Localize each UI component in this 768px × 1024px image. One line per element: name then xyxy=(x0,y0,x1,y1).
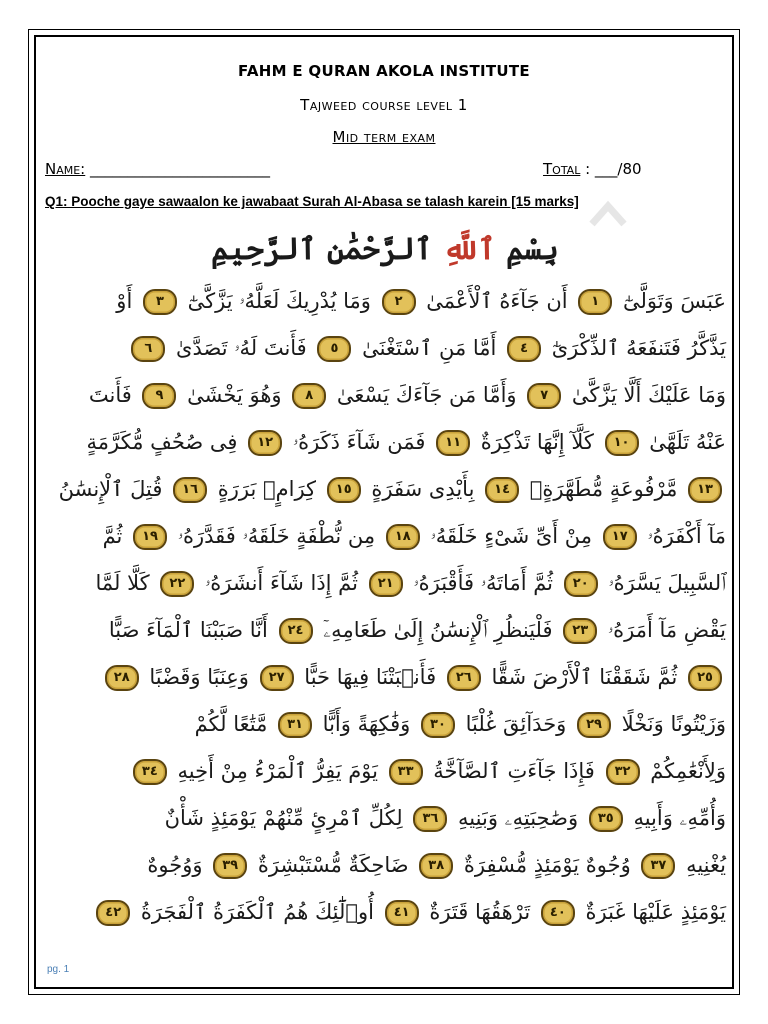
ayah-number-marker: ٣٠ xyxy=(421,712,455,738)
watermark-chevron-icon xyxy=(588,198,628,228)
ayah-number-marker: ٣٢ xyxy=(606,759,640,785)
verse-line xyxy=(40,889,730,936)
verse-text: كَلَّآ إِنَّهَا تَذْكِرَةٌ xyxy=(474,430,601,454)
verse-text: وَفَٰكِهَةً وَأَبًّا xyxy=(316,712,417,736)
ayah-number-marker: ٢٠ xyxy=(564,571,598,597)
verse-line xyxy=(40,325,730,372)
verse-text: وَمَا يُدْرِيكَ لَعَلَّهُۥ يَزَّكَّىٰٓ xyxy=(180,289,378,313)
verse-text: وَأَمَّا مَن جَآءَكَ يَسْعَىٰ xyxy=(330,383,524,407)
verse-text: بِأَيْدِى سَفَرَةٍ xyxy=(364,477,482,501)
ayah-number-marker: ٦ xyxy=(131,336,165,362)
ayah-number-marker: ٢٤ xyxy=(279,618,313,644)
institute-title: FAHM E QURAN AKOLA INSTITUTE xyxy=(238,62,530,80)
verse-text: وُجُوهٌ يَوْمَئِذٍ مُّسْفِرَةٌ xyxy=(457,853,638,877)
ayah-number-marker: ٩ xyxy=(142,383,176,409)
verse-text: أَن جَآءَهُ ٱلْأَعْمَىٰ xyxy=(419,289,575,313)
ayah-number-marker: ٥ xyxy=(317,336,351,362)
ayah-number-marker: ٧ xyxy=(527,383,561,409)
verse-text: عَنْهُ تَلَهَّىٰ xyxy=(642,430,726,454)
verse-text: فِى صُحُفٍ مُّكَرَّمَةٍ xyxy=(86,430,245,454)
verse-text: ثُمَّ إِذَا شَآءَ أَنشَرَهُۥ xyxy=(198,571,365,595)
bismillah-after: ٱلرَّحْمَٰنِ ٱلرَّحِيمِ xyxy=(211,232,443,267)
ayah-number-marker: ١٥ xyxy=(327,477,361,503)
ayah-number-marker: ١٧ xyxy=(603,524,637,550)
verse-text: قُتِلَ ٱلْإِنسَٰنُ xyxy=(58,477,170,501)
ayah-number-marker: ١٦ xyxy=(173,477,207,503)
verse-text: وَزَيْتُونًا وَنَخْلًا xyxy=(615,712,726,736)
verse-text: أَوْ xyxy=(116,289,139,313)
verse-text: وَهُوَ يَخْشَىٰ xyxy=(180,383,289,407)
ayah-number-marker: ١ xyxy=(578,289,612,315)
verse-text: فَلْيَنظُرِ ٱلْإِنسَٰنُ إِلَىٰ طَعَامِهِۦٓ xyxy=(316,618,560,642)
verse-text: يَوْمَ يَفِرُّ ٱلْمَرْءُ مِنْ أَخِيهِ xyxy=(170,759,385,783)
verse-text: يَذَّكَّرُ فَتَنفَعَهُ ٱلذِّكْرَىٰٓ xyxy=(545,336,726,360)
verse-line xyxy=(40,701,730,748)
ayah-number-marker: ٤٠ xyxy=(541,900,575,926)
verse-text: كِرَامٍۭ بَرَرَةٍ xyxy=(211,477,323,501)
verse-text: ثُمَّ أَمَاتَهُۥ فَأَقْبَرَهُۥ xyxy=(406,571,560,595)
ayah-number-marker: ١٩ xyxy=(133,524,167,550)
ayah-number-marker: ٢١ xyxy=(369,571,403,597)
verse-line xyxy=(40,278,730,325)
verse-text: فَإِذَا جَآءَتِ ٱلصَّآخَّةُ xyxy=(426,759,602,783)
verse-text: مَآ أَكْفَرَهُۥ xyxy=(640,524,726,548)
verse-text: لِكُلِّ ٱمْرِئٍ مِّنْهُمْ يَوْمَئِذٍ شَأْنٌ xyxy=(164,806,410,830)
verse-text: وَوُجُوهٌ xyxy=(147,853,210,877)
verse-text: يُغْنِيهِ xyxy=(679,853,726,877)
name-blank: ________________________ xyxy=(85,160,271,178)
verse-text: مَّرْفُوعَةٍ مُّطَهَّرَةٍۭ xyxy=(523,477,684,501)
ayah-number-marker: ١٢ xyxy=(248,430,282,456)
verse-text: مِن نُّطْفَةٍ خَلَقَهُۥ فَقَدَّرَهُۥ xyxy=(171,524,382,548)
verse-line xyxy=(40,607,730,654)
ayah-number-marker: ٢ xyxy=(382,289,416,315)
ayah-number-marker: ٢٥ xyxy=(688,665,722,691)
verse-text: ثُمَّ xyxy=(102,524,130,548)
ayah-number-marker: ١٨ xyxy=(386,524,420,550)
ayah-number-marker: ٣٥ xyxy=(589,806,623,832)
verse-text: وَمَا عَلَيْكَ أَلَّا يَزَّكَّىٰ xyxy=(565,383,726,407)
ayah-number-marker: ٣١ xyxy=(278,712,312,738)
ayah-number-marker: ٣٧ xyxy=(641,853,675,879)
course-subtitle: Tajweed course level 1 xyxy=(300,96,468,114)
ayah-number-marker: ٤٢ xyxy=(96,900,130,926)
verse-line xyxy=(40,842,730,889)
ayah-number-marker: ٢٣ xyxy=(563,618,597,644)
verse-text: فَأَنۢبَتْنَا فِيهَا حَبًّا xyxy=(297,665,443,689)
verse-line xyxy=(40,513,730,560)
verse-text: فَأَنتَ xyxy=(88,383,139,407)
name-field xyxy=(45,160,270,178)
verse-text: ٱلسَّبِيلَ يَسَّرَهُۥ xyxy=(601,571,726,595)
ayah-number-marker: ٤١ xyxy=(385,900,419,926)
bismillah-allah: ٱللَّهِ xyxy=(442,232,496,267)
verse-text: أَمَّا مَنِ ٱسْتَغْنَىٰ xyxy=(355,336,504,360)
verse-text: ضَاحِكَةٌ مُّسْتَبْشِرَةٌ xyxy=(251,853,416,877)
verse-text: أُو۟لَٰٓئِكَ هُمُ ٱلْكَفَرَةُ ٱلْفَجَرَةُ xyxy=(134,900,381,924)
ayah-number-marker: ٣ xyxy=(143,289,177,315)
ayah-number-marker: ٤ xyxy=(507,336,541,362)
verse-text: عَبَسَ وَتَوَلَّىٰٓ xyxy=(616,289,726,313)
ayah-number-marker: ٣٩ xyxy=(213,853,247,879)
ayah-number-marker: ٢٦ xyxy=(447,665,481,691)
verse-line xyxy=(40,466,730,513)
ayah-number-marker: ١٤ xyxy=(485,477,519,503)
bismillah-before: بِسْمِ xyxy=(495,232,559,267)
verse-text: وَحَدَآئِقَ غُلْبًا xyxy=(458,712,574,736)
ayah-number-marker: ٢٧ xyxy=(260,665,294,691)
ayah-number-marker: ٣٨ xyxy=(419,853,453,879)
verse-text: يَقْضِ مَآ أَمَرَهُۥ xyxy=(601,618,726,642)
ayah-number-marker: ٨ xyxy=(292,383,326,409)
verse-text: كَلَّا لَمَّا xyxy=(95,571,157,595)
ayah-number-marker: ٣٤ xyxy=(133,759,167,785)
verse-line xyxy=(40,419,730,466)
verse-line xyxy=(40,560,730,607)
ayah-number-marker: ٢٩ xyxy=(577,712,611,738)
ayah-number-marker: ١٠ xyxy=(605,430,639,456)
ayah-number-marker: ٢٨ xyxy=(105,665,139,691)
verse-text: تَرْهَقُهَا قَتَرَةٌ xyxy=(422,900,537,924)
verse-line xyxy=(40,654,730,701)
verse-text: وَعِنَبًا وَقَضْبًا xyxy=(142,665,256,689)
verse-line xyxy=(40,795,730,842)
verse-text: وَلِأَنْعَٰمِكُمْ xyxy=(643,759,726,783)
surah-text xyxy=(40,278,730,936)
verse-text: ثُمَّ شَقَقْنَا ٱلْأَرْضَ شَقًّا xyxy=(484,665,684,689)
verse-text: فَمَن شَآءَ ذَكَرَهُۥ xyxy=(286,430,433,454)
ayah-number-marker: ٣٣ xyxy=(389,759,423,785)
name-label: Name: xyxy=(45,160,86,178)
exam-title: Mid term exam xyxy=(332,128,436,146)
ayah-number-marker: ١١ xyxy=(436,430,470,456)
verse-text: وَأُمِّهِۦ وَأَبِيهِ xyxy=(626,806,726,830)
total-value: : ___/80 xyxy=(580,160,642,178)
verse-line xyxy=(40,372,730,419)
ayah-number-marker: ٣٦ xyxy=(413,806,447,832)
ayah-number-marker: ١٣ xyxy=(688,477,722,503)
verse-text: وَصَٰحِبَتِهِۦ وَبَنِيهِ xyxy=(451,806,585,830)
page-number: pg. 1 xyxy=(47,964,70,975)
verse-text: يَوْمَئِذٍ عَلَيْهَا غَبَرَةٌ xyxy=(578,900,726,924)
total-field xyxy=(543,160,642,178)
verse-text: فَأَنتَ لَهُۥ تَصَدَّىٰ xyxy=(169,336,314,360)
verse-text: أَنَّا صَبَبْنَا ٱلْمَآءَ صَبًّا xyxy=(108,618,275,642)
bismillah-calligraphy xyxy=(170,228,600,272)
ayah-number-marker: ٢٢ xyxy=(160,571,194,597)
verse-text: مِنْ أَىِّ شَىْءٍ خَلَقَهُۥ xyxy=(423,524,599,548)
total-label: Total xyxy=(543,160,581,178)
question-prompt: Q1: Pooche gaye sawaalon ke jawabaat Surah Al-Abasa se talash karein [15 marks] xyxy=(45,194,579,209)
verse-line xyxy=(40,748,730,795)
verse-text: مَّتَٰعًا لَّكُمْ xyxy=(194,712,274,736)
